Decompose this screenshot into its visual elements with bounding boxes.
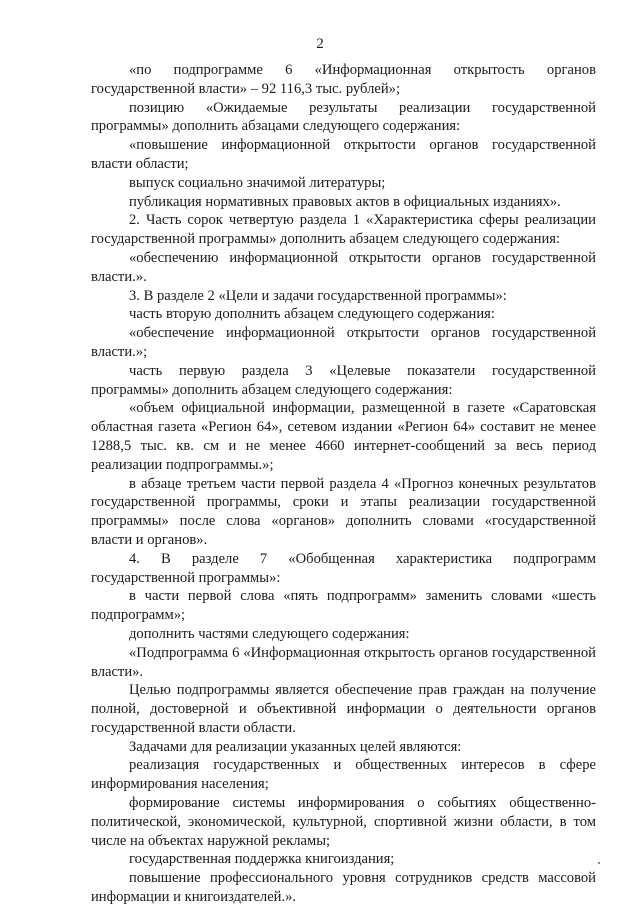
paragraph: дополнить частями следующего содержания: bbox=[129, 625, 410, 642]
paragraph: «обеспечение информационной открытости органов государственной власти.»; bbox=[91, 325, 596, 360]
document-body bbox=[91, 61, 596, 907]
paragraph: 3. В разделе 2 «Цели и задачи государственной программы»: bbox=[129, 287, 507, 304]
paragraph: «объем официальной информации, размещенной в газете «Саратовская областная газета «Регион 64», сетевом издании «Регион 64» составит не менее 1288,5 тыс. кв. см и не менее 4660 интернет-сообщений за весь период реализации подпрограммы.»; bbox=[91, 400, 596, 473]
scan-speck bbox=[598, 862, 600, 864]
paragraph: в части первой слова «пять подпрограмм» заменить словами «шесть подпрограмм»; bbox=[91, 588, 596, 624]
paragraph: Задачами для реализации указанных целей являются: bbox=[129, 738, 462, 755]
paragraph: позицию «Ожидаемые результаты реализации государственной программы» дополнить абзацами следующего содержания: bbox=[91, 99, 596, 135]
paragraph: реализация государственных и общественных интересов в сфере информирования населения; bbox=[91, 757, 596, 793]
paragraph: выпуск социально значимой литературы; bbox=[129, 174, 386, 191]
paragraph: «повышение информационной открытости органов государственной власти области; bbox=[91, 137, 596, 172]
paragraph: публикация нормативных правовых актов в официальных изданиях». bbox=[129, 193, 561, 210]
paragraph: часть первую раздела 3 «Целевые показатели государственной программы» дополнить абзацем следующего содержания: bbox=[91, 362, 596, 398]
paragraph: государственная поддержка книгоиздания; bbox=[129, 851, 395, 868]
paragraph: повышение профессионального уровня сотрудников средств массовой информации и книгоиздателей.». bbox=[91, 870, 596, 906]
paragraph: «обеспечению информационной открытости органов государственной власти.». bbox=[91, 249, 596, 285]
paragraph: «по подпрограмме 6 «Информационная открытость органов государственной власти» – 92 116,3 тыс. рублей»; bbox=[91, 62, 596, 97]
paragraph: формирование системы информирования о событиях общественно-политической, экономической, культурной, спортивной жизни области, в том числе на объектах наружной рекламы; bbox=[91, 795, 596, 849]
paragraph: 4. В разделе 7 «Обобщенная характеристика подпрограмм государственной программы»: bbox=[91, 550, 596, 586]
paragraph: «Подпрограмма 6 «Информационная открытость органов государственной власти». bbox=[91, 644, 596, 680]
paragraph: 2. Часть сорок четвертую раздела 1 «Характеристика сферы реализации государственной программы» дополнить абзацем следующего содержания: bbox=[91, 212, 596, 248]
paragraph: в абзаце третьем части первой раздела 4 «Прогноз конечных результатов государственной программы, сроки и этапы реализации государственной программы» после слова «органов» дополнить словами «государственной власти и органов». bbox=[91, 475, 596, 548]
paragraph: часть вторую дополнить абзацем следующего содержания: bbox=[129, 306, 495, 323]
page-number: 2 bbox=[316, 36, 324, 52]
paragraph: Целью подпрограммы является обеспечение прав граждан на получение полной, достоверной и объективной информации о деятельности органов государственной власти области. bbox=[91, 682, 596, 736]
